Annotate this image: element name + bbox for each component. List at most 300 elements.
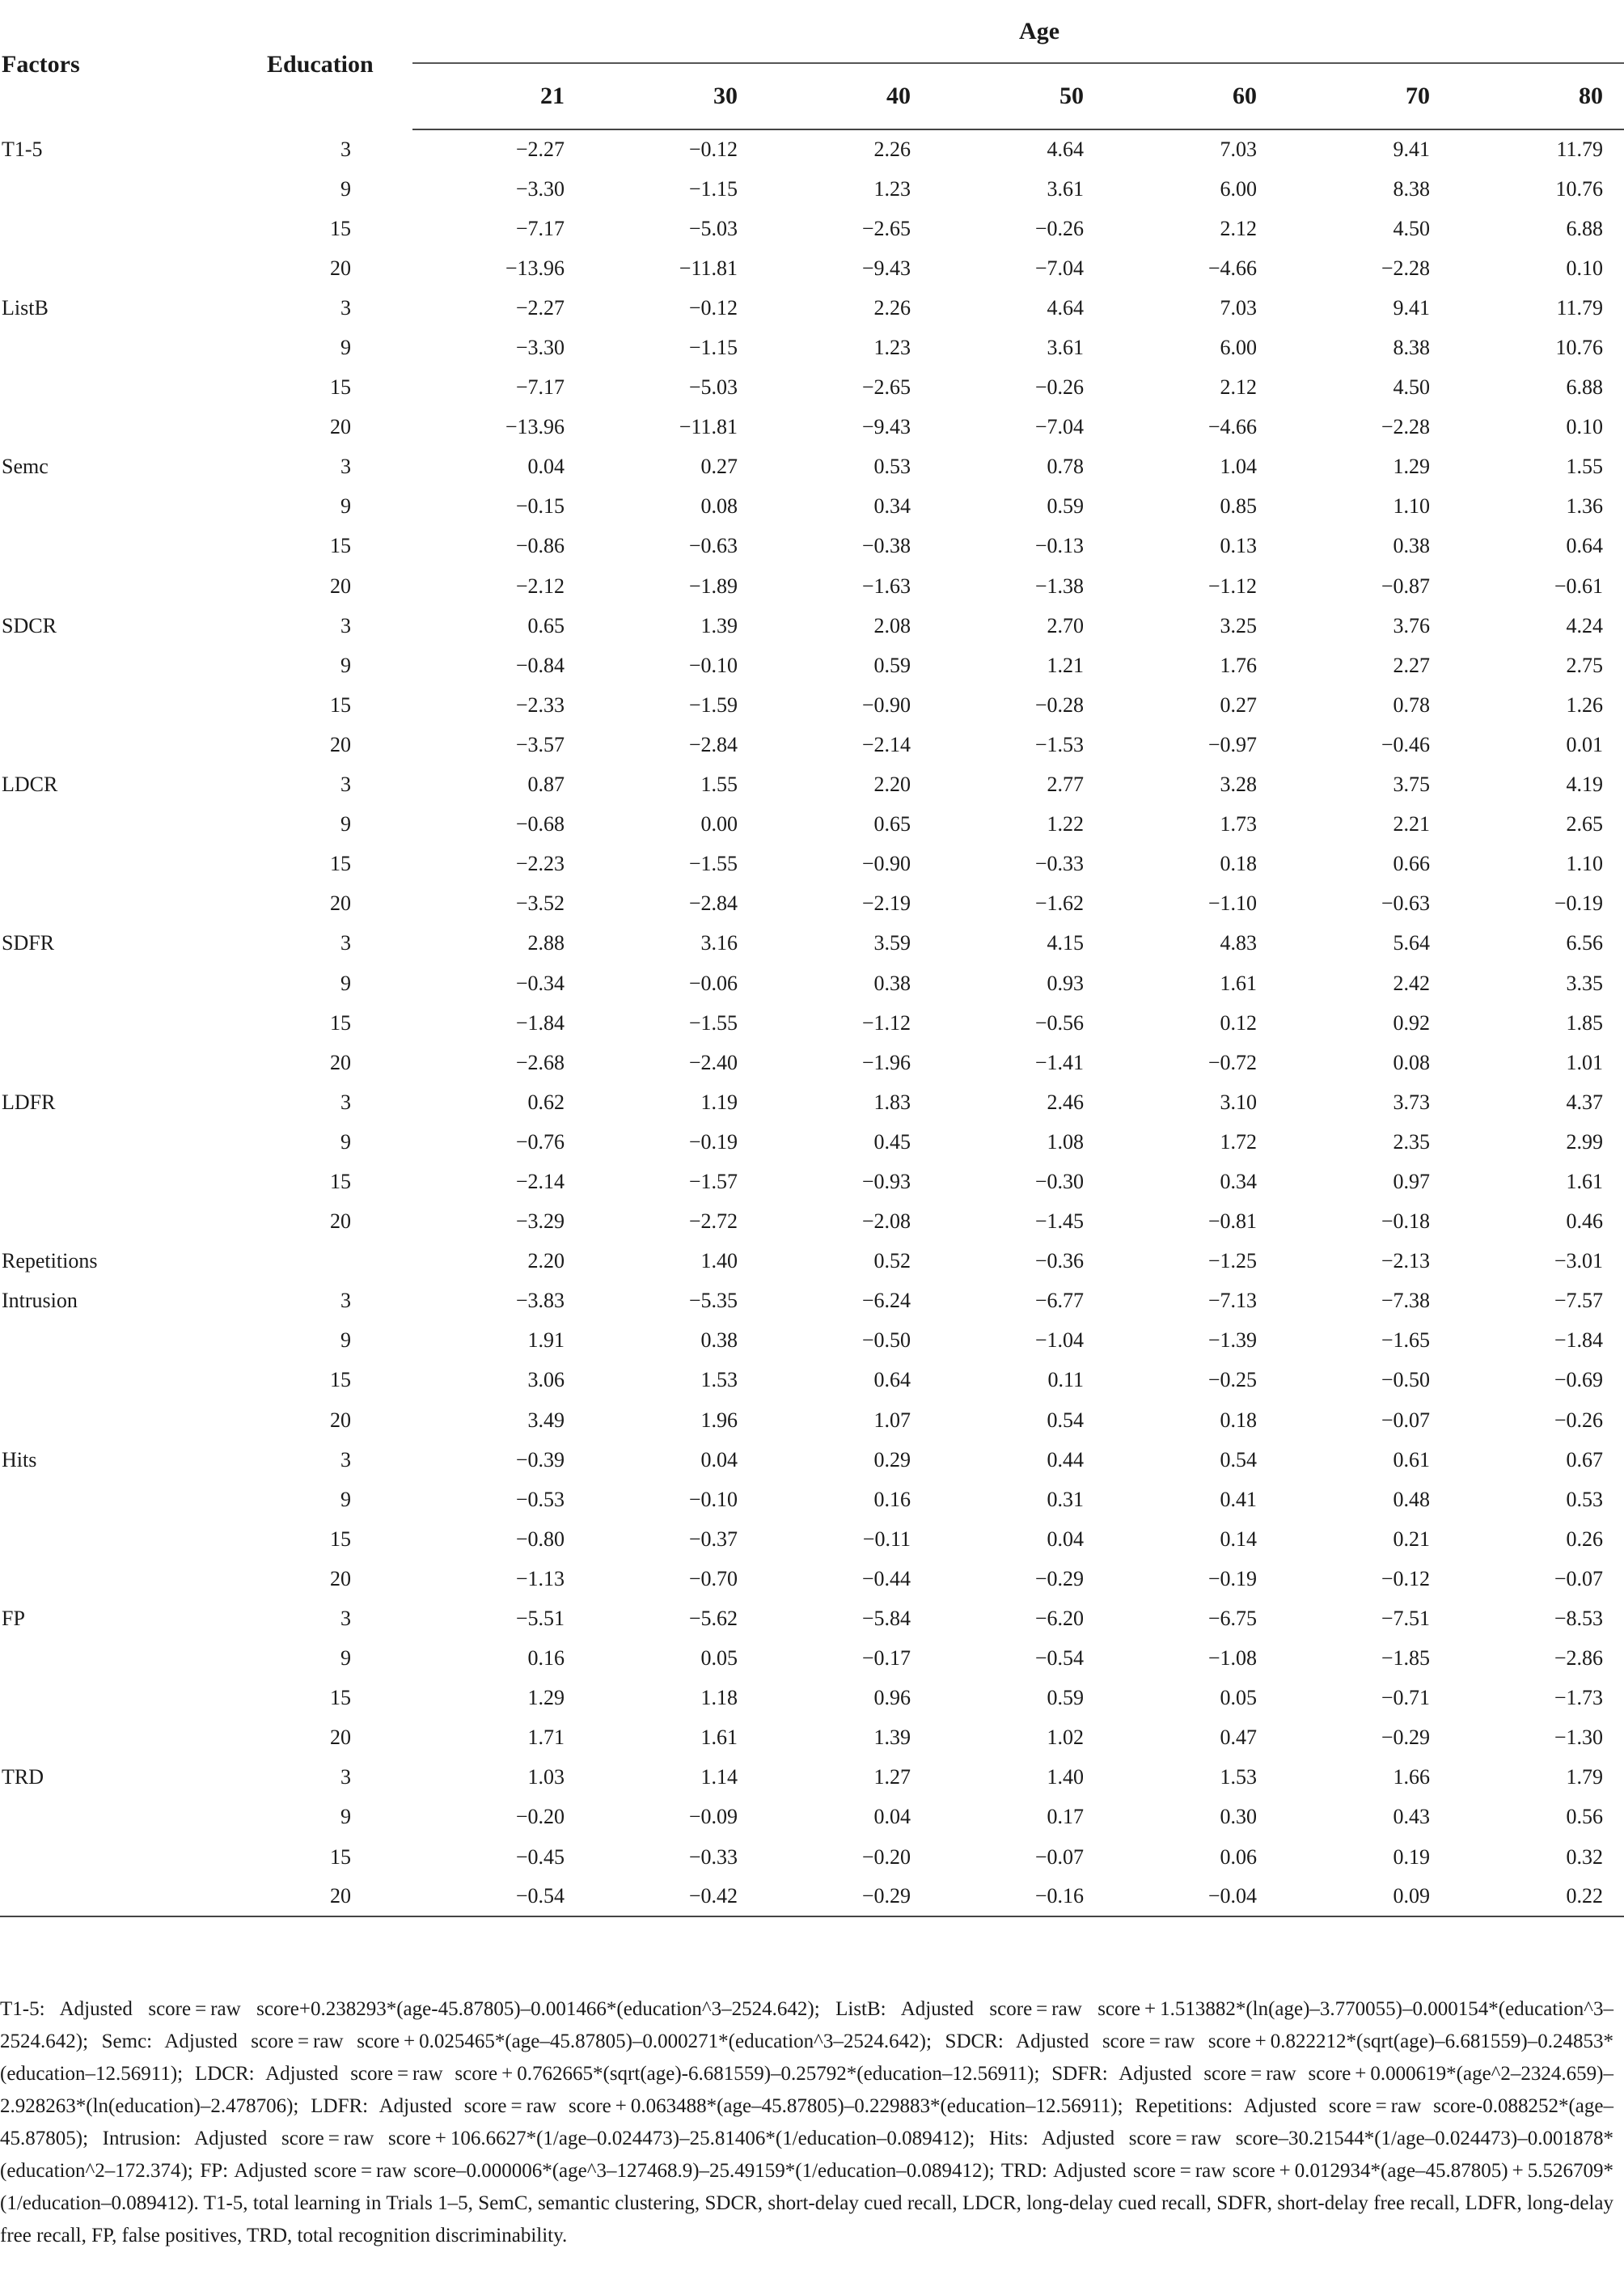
score-cell: −0.28 xyxy=(1034,692,1084,717)
education-value: 3 xyxy=(340,1447,351,1472)
score-cell: −0.39 xyxy=(515,1447,565,1472)
score-cell: −1.57 xyxy=(688,1169,738,1193)
score-cell: 10.76 xyxy=(1555,336,1604,360)
score-cell: 3.59 xyxy=(873,931,911,955)
score-cell: 1.79 xyxy=(1566,1765,1604,1789)
score-cell: −1.25 xyxy=(1207,1249,1257,1273)
score-cell: −0.07 xyxy=(1034,1844,1084,1869)
score-cell: 0.41 xyxy=(1220,1487,1257,1511)
score-cell: 6.00 xyxy=(1220,176,1257,201)
table-row xyxy=(0,1639,1624,1679)
score-cell: 10.76 xyxy=(1555,176,1604,201)
score-cell: 6.00 xyxy=(1220,336,1257,360)
score-cell: −0.11 xyxy=(862,1527,911,1551)
score-cell: 2.26 xyxy=(873,295,911,320)
education-value: 20 xyxy=(330,1726,351,1750)
table-row xyxy=(0,1281,1624,1321)
score-cell: −2.33 xyxy=(515,692,565,717)
factor-label xyxy=(0,1877,243,1916)
factor-label xyxy=(0,566,243,606)
score-cell: 0.08 xyxy=(1393,1050,1430,1074)
score-cell: 1.29 xyxy=(1393,455,1430,479)
score-cell: 1.23 xyxy=(873,336,911,360)
score-cell: 4.64 xyxy=(1047,138,1084,162)
score-cell: 0.26 xyxy=(1566,1527,1604,1551)
factor-label: T1-5 xyxy=(2,137,43,161)
factor-label xyxy=(0,527,243,566)
score-cell: 0.53 xyxy=(1566,1487,1604,1511)
factor-label xyxy=(0,487,243,527)
score-cell: −7.57 xyxy=(1554,1289,1604,1313)
score-cell: −0.87 xyxy=(1381,574,1430,598)
score-cell: 0.59 xyxy=(1047,494,1084,519)
education-value: 9 xyxy=(340,336,351,360)
score-cell: −0.93 xyxy=(861,1169,911,1193)
score-cell: −5.84 xyxy=(861,1607,911,1631)
score-cell: −6.77 xyxy=(1034,1289,1084,1313)
score-cell: −0.10 xyxy=(688,1487,738,1511)
education-value: 9 xyxy=(340,176,351,201)
score-cell: 1.39 xyxy=(873,1726,911,1750)
score-cell: −1.39 xyxy=(1207,1328,1257,1353)
score-cell: 2.70 xyxy=(1047,613,1084,637)
score-cell: −2.65 xyxy=(861,216,911,240)
table-row xyxy=(0,1798,1624,1837)
score-cell: 0.92 xyxy=(1393,1010,1430,1035)
score-cell: 7.03 xyxy=(1220,295,1257,320)
score-cell: 3.73 xyxy=(1393,1090,1430,1114)
age-column-header: 21 xyxy=(412,63,586,129)
score-cell: 0.97 xyxy=(1393,1169,1430,1193)
score-cell: 0.34 xyxy=(1220,1169,1257,1193)
score-cell: −8.53 xyxy=(1554,1607,1604,1631)
factor-label xyxy=(0,1798,243,1837)
score-cell: −6.24 xyxy=(861,1289,911,1313)
score-cell: −0.07 xyxy=(1554,1566,1604,1590)
score-cell: −1.84 xyxy=(515,1010,565,1035)
score-cell: −0.36 xyxy=(1034,1249,1084,1273)
score-cell: 0.04 xyxy=(527,455,565,479)
education-value: 20 xyxy=(330,256,351,280)
score-cell: −0.04 xyxy=(1105,1877,1278,1916)
age-header: Age xyxy=(412,0,1624,63)
score-cell: 1.39 xyxy=(700,613,738,637)
score-cell: 0.17 xyxy=(1047,1805,1084,1829)
score-cell: 0.10 xyxy=(1566,256,1604,280)
score-cell: 0.10 xyxy=(1566,415,1604,439)
table-row xyxy=(0,1122,1624,1162)
education-value: 20 xyxy=(330,732,351,756)
score-cell: −1.53 xyxy=(1034,732,1084,756)
score-cell: 3.25 xyxy=(1220,613,1257,637)
score-cell: 2.99 xyxy=(1566,1129,1604,1154)
score-cell: −0.13 xyxy=(1034,534,1084,558)
education-value xyxy=(243,1242,412,1281)
score-cell: −3.83 xyxy=(515,1289,565,1313)
score-cell: 1.04 xyxy=(1220,455,1257,479)
score-cell: −1.96 xyxy=(861,1050,911,1074)
score-cell: 1.96 xyxy=(700,1408,738,1432)
education-value: 15 xyxy=(330,692,351,717)
score-cell: 1.10 xyxy=(1566,852,1604,876)
factor-label xyxy=(0,1003,243,1043)
score-cell: 0.01 xyxy=(1566,732,1604,756)
score-cell: 0.46 xyxy=(1566,1209,1604,1234)
score-cell: 2.12 xyxy=(1220,216,1257,240)
score-cell: −0.69 xyxy=(1554,1368,1604,1392)
score-cell: −3.52 xyxy=(515,891,565,916)
score-cell: −0.26 xyxy=(1554,1408,1604,1432)
score-cell: −0.16 xyxy=(932,1877,1105,1916)
score-cell: 0.64 xyxy=(1566,534,1604,558)
score-cell: −0.18 xyxy=(1381,1209,1430,1234)
score-cell: −9.43 xyxy=(861,415,911,439)
score-cell: −0.84 xyxy=(515,653,565,677)
score-cell: −1.15 xyxy=(688,336,738,360)
education-value: 15 xyxy=(330,216,351,240)
factors-header: Factors xyxy=(2,51,80,78)
factor-label xyxy=(0,963,243,1003)
score-cell: 4.50 xyxy=(1393,216,1430,240)
score-cell: −0.56 xyxy=(1034,1010,1084,1035)
score-cell: 1.08 xyxy=(1047,1129,1084,1154)
score-cell: −1.84 xyxy=(1554,1328,1604,1353)
score-cell: −0.25 xyxy=(1207,1368,1257,1392)
score-cell: 0.59 xyxy=(1047,1686,1084,1710)
score-cell: 0.29 xyxy=(873,1447,911,1472)
score-cell: −7.17 xyxy=(515,216,565,240)
score-cell: 0.22 xyxy=(1451,1877,1624,1916)
score-cell: −2.28 xyxy=(1381,415,1430,439)
table-row xyxy=(0,845,1624,884)
table-row xyxy=(0,1877,1624,1916)
education-value: 3 xyxy=(340,455,351,479)
score-cell: 0.48 xyxy=(1393,1487,1430,1511)
score-cell: 0.09 xyxy=(1278,1877,1451,1916)
score-cell: −0.17 xyxy=(861,1646,911,1671)
score-cell: −0.45 xyxy=(515,1844,565,1869)
score-cell: 1.71 xyxy=(527,1726,565,1750)
table-row xyxy=(0,1043,1624,1082)
score-cell: 3.28 xyxy=(1220,773,1257,797)
factor-label: TRD xyxy=(2,1765,44,1789)
score-cell: −6.75 xyxy=(1207,1607,1257,1631)
score-cell: 1.19 xyxy=(700,1090,738,1114)
score-cell: −0.53 xyxy=(515,1487,565,1511)
score-cell: −2.28 xyxy=(1381,256,1430,280)
table-row xyxy=(0,1202,1624,1242)
score-cell: 0.13 xyxy=(1220,534,1257,558)
education-value: 9 xyxy=(340,1487,351,1511)
score-cell: −0.63 xyxy=(1381,891,1430,916)
factor-label: LDFR xyxy=(2,1090,56,1114)
score-cell: 1.53 xyxy=(700,1368,738,1392)
education-value: 15 xyxy=(330,852,351,876)
score-cell: −0.10 xyxy=(688,653,738,677)
score-cell: −5.51 xyxy=(515,1607,565,1631)
score-cell: −5.03 xyxy=(688,375,738,400)
score-cell: 1.03 xyxy=(527,1765,565,1789)
score-cell: 0.00 xyxy=(700,812,738,836)
score-cell: −0.26 xyxy=(1034,375,1084,400)
education-value: 9 xyxy=(340,1328,351,1353)
score-cell: −0.81 xyxy=(1207,1209,1257,1234)
score-cell: −7.17 xyxy=(515,375,565,400)
table-row xyxy=(0,765,1624,805)
score-cell: 3.75 xyxy=(1393,773,1430,797)
table-row xyxy=(0,1162,1624,1201)
table-row xyxy=(0,447,1624,487)
factor-label xyxy=(0,248,243,288)
score-cell: −0.19 xyxy=(1554,891,1604,916)
score-cell: 2.20 xyxy=(527,1249,565,1273)
table-row xyxy=(0,1519,1624,1559)
factor-label xyxy=(0,1639,243,1679)
score-cell: −5.03 xyxy=(688,216,738,240)
score-cell: 0.54 xyxy=(1047,1408,1084,1432)
score-cell: 2.26 xyxy=(873,138,911,162)
table-row xyxy=(0,685,1624,725)
score-cell: −0.97 xyxy=(1207,732,1257,756)
education-value: 9 xyxy=(340,1805,351,1829)
score-cell: 1.40 xyxy=(700,1249,738,1273)
score-cell: 0.85 xyxy=(1220,494,1257,519)
table-row xyxy=(0,328,1624,367)
factor-label: ListB xyxy=(2,295,49,320)
score-cell: −3.01 xyxy=(1554,1249,1604,1273)
score-cell: −3.57 xyxy=(515,732,565,756)
education-value: 20 xyxy=(330,891,351,916)
score-cell: −2.19 xyxy=(861,891,911,916)
education-value: 9 xyxy=(340,1129,351,1154)
age-column-header: 40 xyxy=(759,63,932,129)
factor-label xyxy=(0,1321,243,1361)
score-cell: 1.76 xyxy=(1220,653,1257,677)
education-value: 3 xyxy=(340,137,351,161)
education-value: 15 xyxy=(330,1844,351,1869)
table-row xyxy=(0,1837,1624,1877)
table-row xyxy=(0,368,1624,408)
education-header: Education xyxy=(267,51,374,78)
score-cell: 0.38 xyxy=(1393,534,1430,558)
score-cell: 1.83 xyxy=(873,1090,911,1114)
score-cell: −1.08 xyxy=(1207,1646,1257,1671)
score-cell: 0.43 xyxy=(1393,1805,1430,1829)
score-cell: −0.29 xyxy=(759,1877,932,1916)
score-cell: 1.73 xyxy=(1220,812,1257,836)
score-cell: 1.61 xyxy=(700,1726,738,1750)
score-cell: 0.52 xyxy=(873,1249,911,1273)
score-cell: 0.08 xyxy=(700,494,738,519)
score-cell: 7.03 xyxy=(1220,138,1257,162)
score-cell: 8.38 xyxy=(1393,176,1430,201)
score-cell: 0.27 xyxy=(700,455,738,479)
factor-label xyxy=(0,1400,243,1440)
score-cell: −1.63 xyxy=(861,574,911,598)
score-cell: 0.45 xyxy=(873,1129,911,1154)
table-row xyxy=(0,1480,1624,1519)
score-cell: 0.78 xyxy=(1393,692,1430,717)
score-cell: 0.34 xyxy=(873,494,911,519)
score-cell: 0.59 xyxy=(873,653,911,677)
factor-label: Repetitions xyxy=(2,1249,98,1273)
score-cell: −1.65 xyxy=(1381,1328,1430,1353)
score-cell: 1.23 xyxy=(873,176,911,201)
score-cell: 0.61 xyxy=(1393,1447,1430,1472)
education-value: 15 xyxy=(330,1169,351,1193)
score-cell: 0.44 xyxy=(1047,1447,1084,1472)
score-cell: −4.66 xyxy=(1207,256,1257,280)
score-cell: −0.70 xyxy=(688,1566,738,1590)
score-cell: 0.18 xyxy=(1220,852,1257,876)
score-cell: 0.18 xyxy=(1220,1408,1257,1432)
education-value: 3 xyxy=(340,1765,351,1789)
education-value: 20 xyxy=(330,1566,351,1590)
score-cell: 3.49 xyxy=(527,1408,565,1432)
factor-label xyxy=(0,845,243,884)
factor-label xyxy=(0,725,243,764)
age-column-header: 70 xyxy=(1278,63,1451,129)
education-value: 3 xyxy=(340,1607,351,1631)
factor-label: SDFR xyxy=(2,931,55,955)
education-value: 20 xyxy=(330,574,351,598)
table-row xyxy=(0,924,1624,963)
score-cell: 0.06 xyxy=(1220,1844,1257,1869)
age-column-header: 50 xyxy=(932,63,1105,129)
score-cell: 2.88 xyxy=(527,931,565,955)
table-row xyxy=(0,1679,1624,1718)
score-cell: 2.77 xyxy=(1047,773,1084,797)
score-cell: −1.12 xyxy=(1207,574,1257,598)
score-cell: −2.12 xyxy=(515,574,565,598)
score-cell: 1.21 xyxy=(1047,653,1084,677)
score-cell: 0.65 xyxy=(873,812,911,836)
score-cell: 1.72 xyxy=(1220,1129,1257,1154)
score-cell: 2.65 xyxy=(1566,812,1604,836)
score-cell: −1.04 xyxy=(1034,1328,1084,1353)
score-cell: −0.20 xyxy=(861,1844,911,1869)
score-cell: 0.16 xyxy=(527,1646,565,1671)
score-cell: −1.13 xyxy=(515,1566,565,1590)
table-row xyxy=(0,1082,1624,1122)
score-cell: 0.21 xyxy=(1393,1527,1430,1551)
table-body xyxy=(0,129,1624,1916)
education-value: 20 xyxy=(330,1408,351,1432)
score-cell: 1.14 xyxy=(700,1765,738,1789)
education-value: 20 xyxy=(243,1877,412,1916)
score-cell: 0.30 xyxy=(1220,1805,1257,1829)
table-row xyxy=(0,1758,1624,1798)
score-cell: −0.12 xyxy=(688,138,738,162)
factor-label xyxy=(0,1480,243,1519)
score-cell: 1.36 xyxy=(1566,494,1604,519)
score-cell: 3.76 xyxy=(1393,613,1430,637)
score-cell: −0.50 xyxy=(1381,1368,1430,1392)
score-cell: 8.38 xyxy=(1393,336,1430,360)
score-cell: −2.27 xyxy=(515,295,565,320)
score-cell: 6.88 xyxy=(1566,216,1604,240)
score-cell: −1.12 xyxy=(861,1010,911,1035)
score-cell: 0.66 xyxy=(1393,852,1430,876)
education-value: 15 xyxy=(330,1368,351,1392)
score-cell: 1.40 xyxy=(1047,1765,1084,1789)
score-cell: 0.04 xyxy=(1047,1527,1084,1551)
score-cell: 2.08 xyxy=(873,613,911,637)
score-cell: 0.16 xyxy=(873,1487,911,1511)
score-cell: −2.65 xyxy=(861,375,911,400)
score-cell: 1.27 xyxy=(873,1765,911,1789)
score-cell: −1.38 xyxy=(1034,574,1084,598)
factor-label xyxy=(0,328,243,367)
score-cell: 2.21 xyxy=(1393,812,1430,836)
score-cell: −13.96 xyxy=(505,256,565,280)
score-cell: −0.80 xyxy=(515,1527,565,1551)
score-cell: 1.18 xyxy=(700,1686,738,1710)
score-cell: 0.12 xyxy=(1220,1010,1257,1035)
factor-label xyxy=(0,805,243,845)
score-cell: 1.91 xyxy=(527,1328,565,1353)
score-cell: 1.07 xyxy=(873,1408,911,1432)
factor-label: LDCR xyxy=(2,773,58,797)
score-cell: −1.41 xyxy=(1034,1050,1084,1074)
score-cell: −0.29 xyxy=(1381,1726,1430,1750)
score-cell: −2.14 xyxy=(515,1169,565,1193)
table-row xyxy=(0,1361,1624,1400)
score-cell: 5.64 xyxy=(1393,931,1430,955)
score-cell: 4.19 xyxy=(1566,773,1604,797)
education-value: 15 xyxy=(330,1010,351,1035)
factor-label xyxy=(0,408,243,447)
score-cell: 3.10 xyxy=(1220,1090,1257,1114)
score-cell: −1.10 xyxy=(1207,891,1257,916)
score-cell: −7.38 xyxy=(1381,1289,1430,1313)
table-row xyxy=(0,725,1624,764)
factor-label xyxy=(0,1519,243,1559)
score-cell: 0.11 xyxy=(1047,1368,1084,1392)
score-cell: −0.54 xyxy=(412,1877,586,1916)
score-cell: −13.96 xyxy=(505,415,565,439)
age-column-header: 80 xyxy=(1451,63,1624,129)
score-cell: 0.67 xyxy=(1566,1447,1604,1472)
factor-label xyxy=(0,1162,243,1201)
score-cell: 2.12 xyxy=(1220,375,1257,400)
score-cell: 0.53 xyxy=(873,455,911,479)
factor-label xyxy=(0,1559,243,1599)
table-row xyxy=(0,606,1624,646)
score-cell: −2.14 xyxy=(861,732,911,756)
table-row xyxy=(0,1321,1624,1361)
factor-label xyxy=(0,1122,243,1162)
education-value: 3 xyxy=(340,1289,351,1313)
table-row xyxy=(0,1242,1624,1281)
score-cell: −0.76 xyxy=(515,1129,565,1154)
score-cell: −0.06 xyxy=(688,971,738,995)
score-cell: −2.13 xyxy=(1381,1249,1430,1273)
score-cell: −0.19 xyxy=(1207,1566,1257,1590)
score-cell: 2.42 xyxy=(1393,971,1430,995)
score-cell: 0.64 xyxy=(873,1368,911,1392)
education-value: 9 xyxy=(340,971,351,995)
score-cell: −7.04 xyxy=(1034,415,1084,439)
score-cell: −1.62 xyxy=(1034,891,1084,916)
score-cell: −2.27 xyxy=(515,138,565,162)
score-cell: −1.55 xyxy=(688,1010,738,1035)
factor-label xyxy=(0,1361,243,1400)
age-column-header: 60 xyxy=(1105,63,1278,129)
score-cell: 0.14 xyxy=(1220,1527,1257,1551)
score-cell: −0.15 xyxy=(515,494,565,519)
score-cell: −0.46 xyxy=(1381,732,1430,756)
